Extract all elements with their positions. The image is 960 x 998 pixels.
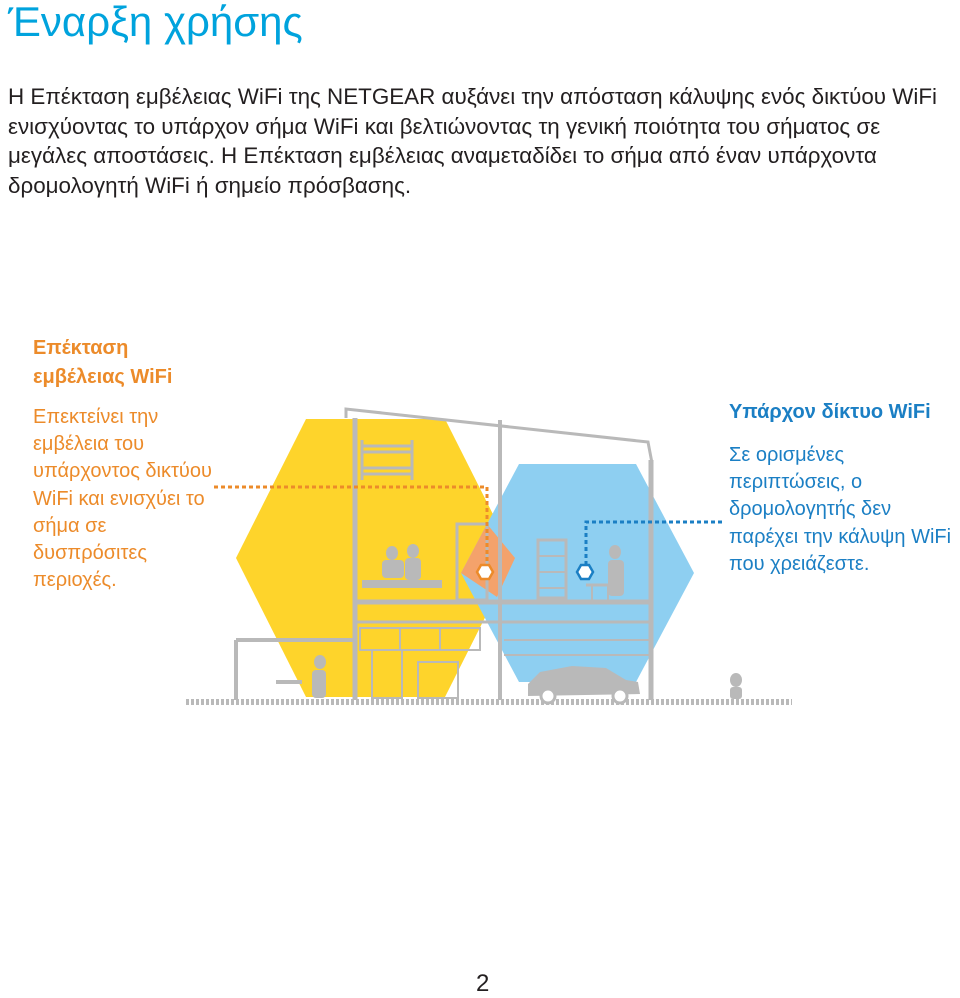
extender-label (33, 334, 213, 594)
extender-hexagon-icon (477, 565, 493, 579)
router-label (729, 398, 954, 578)
router-hexagon-icon (577, 565, 593, 579)
extender-label-title: Επέκταση εμβέλειας WiFi (33, 337, 173, 388)
page-title: Έναρξη χρήσης (8, 0, 303, 45)
extender-label-text: Επεκτείνει την εμβέλεια του υπάρχοντος δικτύου WiFi και ενισχύει το σήμα σε δυσπρόσιτες περιοχές. (33, 406, 212, 592)
intro-paragraph: Η Επέκταση εμβέλειας WiFi της NETGEAR αυξάνει την απόσταση κάλυψης ενός δικτύου WiFi ενισχύοντας το υπάρχον σήμα WiFi και βελτιώνοντας τη γενική ποιότητα του σήματος σε μεγάλες αποστάσεις. Η Επέκταση εμβέλειας αναμεταδίδει το σήμα από έναν υπάρχοντα δρομολογητή WiFi ή σημείο πρόσβασης. (8, 84, 938, 198)
router-label-text: Σε ορισμένες περιπτώσεις, ο δρομολογητής δεν παρέχει την κάλυψη WiFi που χρειάζεστε. (729, 444, 952, 575)
router-label-title: Υπάρχον δίκτυο WiFi (729, 401, 931, 423)
page-number: 2 (476, 970, 490, 997)
